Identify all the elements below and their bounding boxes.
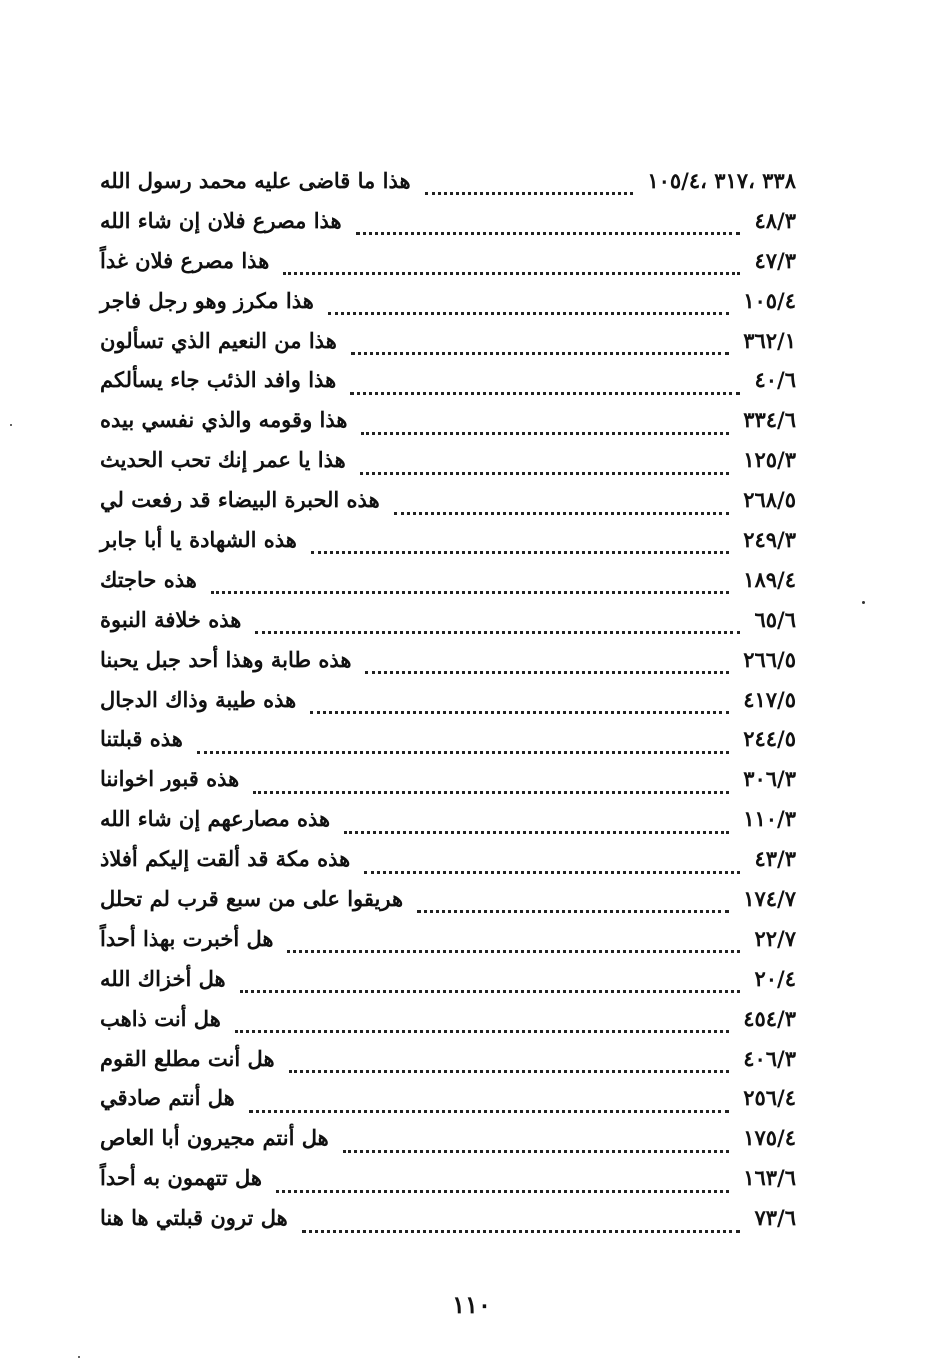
entry-reference: ٢٦٦/٥ bbox=[743, 646, 796, 672]
index-entry bbox=[100, 766, 796, 806]
entry-reference: ١١٠/٣ bbox=[743, 806, 796, 832]
index-entry bbox=[100, 567, 796, 607]
entry-reference: ٢٥٦/٤ bbox=[743, 1085, 796, 1111]
entry-reference: ٤٣/٣ bbox=[754, 846, 796, 872]
dot-leader bbox=[394, 512, 730, 515]
index-entry bbox=[100, 487, 796, 527]
dot-leader bbox=[311, 551, 729, 554]
entry-text: هذه الحبرة البيضاء قد رفعت لي bbox=[100, 487, 380, 513]
entry-text: هذه مصارعهم إن شاء الله bbox=[100, 806, 331, 832]
scan-speck bbox=[10, 424, 12, 426]
dot-leader bbox=[365, 671, 729, 674]
entry-text: هذه قبور اخواننا bbox=[100, 766, 240, 792]
entry-text: هل أنت مطلع القوم bbox=[100, 1045, 275, 1071]
entry-text: هذه الشهادة يا أبا جابر bbox=[100, 527, 297, 553]
entry-reference: ٣٣٤/٦ bbox=[743, 407, 796, 433]
entry-text: هل أنت ذاهب bbox=[100, 1005, 221, 1031]
entry-reference: ٤٠/٦ bbox=[754, 367, 796, 393]
dot-leader bbox=[276, 1190, 729, 1193]
index-entry bbox=[100, 407, 796, 447]
dot-leader bbox=[356, 232, 741, 235]
entry-reference: ٧٣/٦ bbox=[754, 1205, 796, 1231]
entry-reference: ١٧٤/٧ bbox=[743, 886, 796, 912]
entry-text: هذا مصرع فلان إن شاء الله bbox=[100, 207, 342, 233]
entry-text: هل تتهمون به أحداً bbox=[100, 1165, 262, 1191]
entry-text: هذا وقومه والذي نفسي بيده bbox=[100, 407, 348, 433]
dot-leader bbox=[360, 472, 730, 475]
entry-reference: ٦٥/٦ bbox=[754, 606, 796, 632]
entry-text: هذا يا عمر إنك تحب الحديث bbox=[100, 447, 346, 473]
entry-reference: ٤١٧/٥ bbox=[743, 686, 796, 712]
index-entry bbox=[100, 328, 796, 368]
entry-text: هذه حاجتك bbox=[100, 566, 197, 592]
entry-reference: ١٨٩/٤ bbox=[743, 566, 796, 592]
index-entry bbox=[100, 367, 796, 407]
index-entry bbox=[100, 647, 796, 687]
dot-leader bbox=[364, 871, 740, 874]
index-entry bbox=[100, 208, 796, 248]
entry-reference: ٤٥٤/٣ bbox=[743, 1005, 796, 1031]
entry-text: هذه طابة وهذا أحد جبل يحبنا bbox=[100, 646, 352, 672]
entry-text: هذا مكرز وهو رجل فاجر bbox=[100, 287, 314, 313]
index-entry bbox=[100, 726, 796, 766]
entry-reference: ٤٨/٣ bbox=[754, 207, 796, 233]
index-entry bbox=[100, 926, 796, 966]
index-entry bbox=[100, 886, 796, 926]
dot-leader bbox=[283, 272, 740, 275]
entry-text: هذا ما قاضى عليه محمد رسول الله bbox=[100, 168, 411, 193]
entry-text: هل أنتم صادقي bbox=[100, 1085, 235, 1111]
entry-reference: ٤٠٦/٣ bbox=[743, 1045, 796, 1071]
dot-leader bbox=[240, 990, 741, 993]
dot-leader bbox=[302, 1230, 741, 1233]
hadith-index-list bbox=[100, 168, 796, 1245]
entry-reference: ١٧٥/٤ bbox=[743, 1125, 796, 1151]
dot-leader bbox=[344, 831, 729, 834]
entry-text: هذه مكة قد ألقت إليكم أفلاذ bbox=[100, 846, 351, 872]
index-entry bbox=[100, 806, 796, 846]
index-entry bbox=[100, 846, 796, 886]
entry-reference: ٢٤٤/٥ bbox=[743, 726, 796, 752]
entry-reference: ١٦٣/٦ bbox=[743, 1165, 796, 1191]
index-entry bbox=[100, 1165, 796, 1205]
page-number: ١١٠ bbox=[452, 1290, 491, 1319]
index-entry bbox=[100, 1205, 796, 1245]
entry-text: هل أخبرت بهذا أحداً bbox=[100, 925, 274, 951]
dot-leader bbox=[351, 352, 729, 355]
dot-leader bbox=[249, 1110, 729, 1113]
scan-speck bbox=[78, 1356, 80, 1358]
index-entry bbox=[100, 248, 796, 288]
index-entry bbox=[100, 1006, 796, 1046]
entry-text: هل أنتم مجيرون أبا العاص bbox=[100, 1125, 329, 1151]
entry-text: هذه قبلتنا bbox=[100, 726, 183, 752]
index-entry bbox=[100, 1125, 796, 1165]
entry-reference: ٣٣٨ ،٣١٧ ،١٠٥/٤ bbox=[647, 168, 796, 193]
entry-reference: ٣٠٦/٣ bbox=[743, 766, 796, 792]
dot-leader bbox=[289, 1070, 730, 1073]
dot-leader bbox=[425, 192, 634, 195]
entry-reference: ١٠٥/٤ bbox=[743, 287, 796, 313]
index-entry bbox=[100, 527, 796, 567]
entry-text: هذه خلافة النبوة bbox=[100, 606, 242, 632]
entry-reference: ٤٧/٣ bbox=[754, 247, 796, 273]
index-entry bbox=[100, 607, 796, 647]
dot-leader bbox=[253, 791, 729, 794]
entry-reference: ٢٢/٧ bbox=[754, 925, 796, 951]
entry-text: هذا من النعيم الذي تسألون bbox=[100, 327, 337, 353]
entry-reference: ٢٠/٤ bbox=[754, 965, 796, 991]
entry-text: هذه طيبة وذاك الدجال bbox=[100, 686, 297, 712]
dot-leader bbox=[361, 432, 729, 435]
entry-reference: ١٢٥/٣ bbox=[743, 447, 796, 473]
dot-leader bbox=[211, 591, 729, 594]
entry-text: هل أخزاك الله bbox=[100, 965, 226, 991]
index-entry bbox=[100, 168, 796, 208]
index-entry bbox=[100, 966, 796, 1006]
entry-reference: ٣٦٢/١ bbox=[743, 327, 796, 353]
index-entry bbox=[100, 1046, 796, 1086]
entry-reference: ٢٦٨/٥ bbox=[743, 487, 796, 513]
entry-text: هل ترون قبلتي ها هنا bbox=[100, 1205, 288, 1231]
dot-leader bbox=[328, 312, 729, 315]
dot-leader bbox=[255, 631, 740, 634]
dot-leader bbox=[235, 1030, 729, 1033]
index-entry bbox=[100, 447, 796, 487]
entry-text: هذا مصرع فلان غداً bbox=[100, 247, 270, 273]
dot-leader bbox=[350, 392, 740, 395]
entry-text: هذا وافد الذئب جاء يسألكم bbox=[100, 367, 337, 393]
dot-leader bbox=[310, 711, 729, 714]
entry-text: هريقوا على من سبع قرب لم تحلل bbox=[100, 886, 404, 912]
index-entry bbox=[100, 288, 796, 328]
dot-leader bbox=[197, 751, 729, 754]
index-entry bbox=[100, 1085, 796, 1125]
dot-leader bbox=[287, 950, 740, 953]
dot-leader bbox=[417, 910, 729, 913]
dot-leader bbox=[343, 1150, 729, 1153]
entry-reference: ٢٤٩/٣ bbox=[743, 527, 796, 553]
index-entry bbox=[100, 687, 796, 727]
scan-speck bbox=[862, 601, 865, 604]
